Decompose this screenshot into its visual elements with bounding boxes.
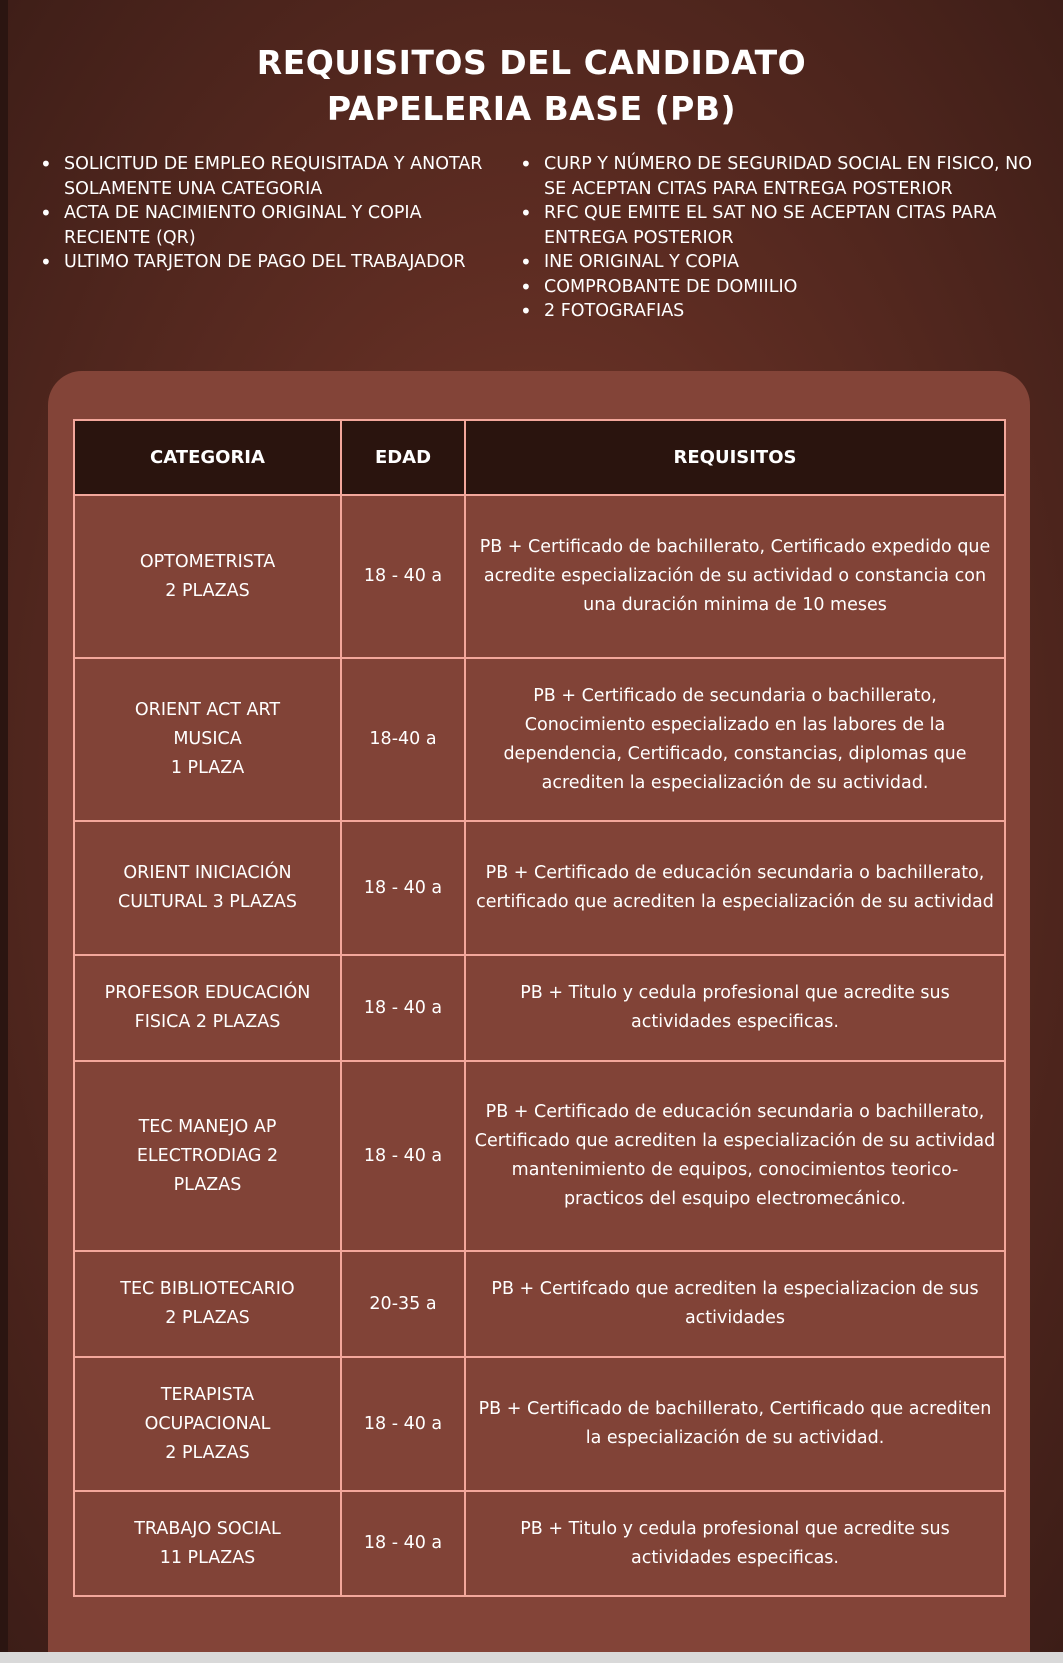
cell-requisitos: PB + Certificado de bachillerato, Certificado expedido que acredite especialización de su actividad o constancia con una duración minima de 10 meses	[465, 495, 1005, 658]
requirement-item: • 2 FOTOGRAFIAS	[516, 299, 1046, 324]
table-row	[74, 1061, 1005, 1251]
header-requisitos: REQUISITOS	[465, 420, 1005, 495]
requirement-item: • CURP Y NÚMERO DE SEGURIDAD SOCIAL EN FISICO, NO SE ACEPTAN CITAS PARA ENTREGA POSTERIOR	[516, 152, 1046, 201]
header-categoria: CATEGORIA	[74, 420, 341, 495]
cell-requisitos: PB + Certificado de secundaria o bachillerato, Conocimiento especializado en las labores de la dependencia, Certificado, constancias, diplomas que acrediten la especialización de su actividad.	[465, 658, 1005, 821]
table-header-row	[74, 420, 1005, 495]
cell-categoria: ORIENT ACT ART MUSICA 1 PLAZA	[74, 658, 341, 821]
table-row	[74, 1357, 1005, 1491]
requirements-list-left	[36, 152, 496, 275]
table-row	[74, 821, 1005, 955]
cell-categoria: ORIENT INICIACIÓN CULTURAL 3 PLAZAS	[74, 821, 341, 955]
cell-edad: 18 - 40 a	[341, 495, 465, 658]
cell-categoria: OPTOMETRISTA 2 PLAZAS	[74, 495, 341, 658]
bottom-bar	[0, 1652, 1063, 1663]
requirements-list-right	[516, 152, 1046, 324]
requirement-item: • RFC QUE EMITE EL SAT NO SE ACEPTAN CITAS PARA ENTREGA POSTERIOR	[516, 201, 1046, 250]
title-line-1: REQUISITOS DEL CANDIDATO	[256, 43, 807, 82]
table-row	[74, 495, 1005, 658]
title-line-2: PAPELERIA BASE (PB)	[326, 89, 737, 128]
cell-categoria: PROFESOR EDUCACIÓN FISICA 2 PLAZAS	[74, 955, 341, 1061]
cell-edad: 18 - 40 a	[341, 955, 465, 1061]
cell-edad: 18 - 40 a	[341, 1491, 465, 1596]
cell-categoria: TEC MANEJO AP ELECTRODIAG 2 PLAZAS	[74, 1061, 341, 1251]
cell-categoria: TEC BIBLIOTECARIO 2 PLAZAS	[74, 1251, 341, 1357]
cell-edad: 18 - 40 a	[341, 1357, 465, 1491]
cell-requisitos: PB + Certificado de bachillerato, Certificado que acrediten la especialización de su actividad.	[465, 1357, 1005, 1491]
left-edge-strip	[0, 0, 8, 1652]
cell-categoria: TRABAJO SOCIAL 11 PLAZAS	[74, 1491, 341, 1596]
requirement-item: • INE ORIGINAL Y COPIA	[516, 250, 1046, 275]
table-row	[74, 955, 1005, 1061]
cell-requisitos: PB + Certifcado que acrediten la especializacion de sus actividades	[465, 1251, 1005, 1357]
cell-categoria: TERAPISTA OCUPACIONAL 2 PLAZAS	[74, 1357, 341, 1491]
cell-requisitos: PB + Certificado de educación secundaria o bachillerato, certificado que acrediten la especialización de su actividad	[465, 821, 1005, 955]
table-row	[74, 1251, 1005, 1357]
header-edad: EDAD	[341, 420, 465, 495]
requirement-item: • SOLICITUD DE EMPLEO REQUISITADA Y ANOTAR SOLAMENTE UNA CATEGORIA	[36, 152, 496, 201]
requirement-item: • ACTA DE NACIMIENTO ORIGINAL Y COPIA RECIENTE (QR)	[36, 201, 496, 250]
requirements-table	[73, 419, 1006, 1597]
cell-requisitos: PB + Titulo y cedula profesional que acredite sus actividades especificas.	[465, 955, 1005, 1061]
cell-edad: 20-35 a	[341, 1251, 465, 1357]
table-row	[74, 658, 1005, 821]
requirement-item: • ULTIMO TARJETON DE PAGO DEL TRABAJADOR	[36, 250, 496, 275]
table-row	[74, 1491, 1005, 1596]
page-title	[0, 40, 1063, 132]
cell-requisitos: PB + Certificado de educación secundaria o bachillerato, Certificado que acrediten la especialización de su actividad mantenimiento de equipos, conocimientos teorico-practicos del esquipo electromecánico.	[465, 1061, 1005, 1251]
cell-requisitos: PB + Titulo y cedula profesional que acredite sus actividades especificas.	[465, 1491, 1005, 1596]
cell-edad: 18-40 a	[341, 658, 465, 821]
requirement-item: • COMPROBANTE DE DOMIILIO	[516, 275, 1046, 300]
cell-edad: 18 - 40 a	[341, 821, 465, 955]
cell-edad: 18 - 40 a	[341, 1061, 465, 1251]
